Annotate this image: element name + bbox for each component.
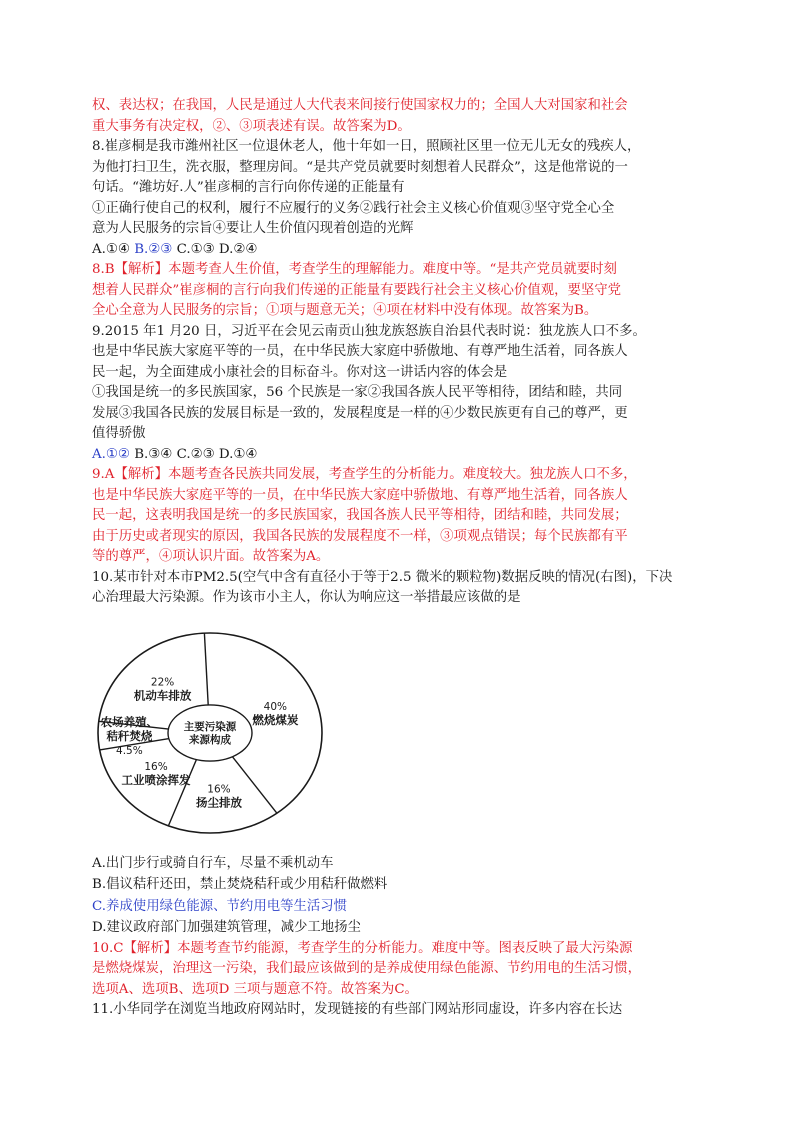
pie-slice-label: 燃烧煤炭 [252, 712, 299, 727]
question-8 [92, 137, 712, 322]
pie-slice-percent: 22% [150, 676, 175, 689]
pie-slice-percent: 16% [207, 782, 231, 795]
q9-analysis-line: 由于历史或者现实的原因，我国各民族的发展程度不一样，③项观点错误；每个民族都有平 [92, 528, 628, 544]
q8-option-c: C.①③ [176, 241, 215, 257]
q10-analysis-line: 选项A、选项B、选项D 三项与题意不符。故答案为C。 [92, 981, 418, 997]
q9-stem-line: 也是中华民族大家庭平等的一员，在中华民族大家庭中骄傲地、有尊严地生活着，同各族人 [92, 344, 628, 359]
pie-center-label: 来源构成 [189, 733, 231, 746]
q8-options [92, 240, 712, 261]
q8-option-a: A.①④ [92, 241, 130, 257]
q10-option-b: B.倡议秸秆还田，禁止焚烧秸秆或少用秸秆做燃料 [92, 877, 388, 892]
q9-options [92, 445, 712, 466]
q8-stem-line: 意为人民服务的宗旨④要让人生价值闪现着创造的光辉 [92, 221, 414, 236]
pollution-pie-chart [92, 629, 712, 841]
q10-option-c: C.养成使用绿色能源、节约用电等生活习惯 [92, 898, 348, 914]
q9-option-a: A.①② [92, 446, 130, 462]
pie-center-hub [168, 704, 252, 760]
q8-analysis-line: 想着人民群众”崔彦桐的言行向我们传递的正能量有要践行社会主义核心价值观，要坚守党 [92, 282, 622, 298]
pie-slice-label: 扬尘排放 [195, 794, 242, 809]
pie-slice-percent: 40% [263, 700, 288, 713]
q9-stem-line: 值得骄傲 [92, 426, 146, 441]
q8-option-b: B.②③ [134, 241, 173, 257]
q10-option-a: A.出门步行或骑自行车，尽量不乘机动车 [92, 855, 334, 871]
q10-analysis-line: 10.C【解析】本题考查节约能源，考查学生的分析能力。难度中等。图表反映了最大污染源 [92, 940, 633, 956]
q8-analysis-line: 全心全意为人民服务的宗旨；①项与题意无关；④项在材料中没有体现。故答案为B。 [92, 303, 598, 318]
q9-stem-line: 9.2015 年1 月20 日，习近平在会见云南贡山独龙族怒族自治县代表时说：独龙族人口不多。 [92, 323, 646, 339]
q10-stem-line: 10.某市针对本市PM2.5(空气中含有直径小于等于2.5 微米的颗粒物)数据反映的情况(右图)，下决 [92, 569, 673, 585]
pie-slice-label: 秸秆焚烧 [106, 728, 153, 743]
q9-analysis-line: 民一起，这表明我国是统一的多民族国家，我国各族人民平等相待，团结和睦，共同发展； [92, 508, 628, 523]
q9-option-b: B.③④ [134, 446, 173, 462]
q11-stem-line: 11.小华同学在浏览当地政府网站时，发现链接的有些部门网站形同虚设，许多内容在长达 [92, 1002, 623, 1017]
q10-option-d: D.建议政府部门加强建筑管理，减少工地扬尘 [92, 920, 361, 935]
q7-analysis-line: 权、表达权；在我国，人民是通过人大代表来间接行使国家权力的；全国人大对国家和社会 [92, 98, 628, 113]
q7-analysis-line: 重大事务有决定权，②、③项表述有误。故答案为D。 [92, 118, 411, 134]
q9-analysis-line: 也是中华民族大家庭平等的一员，在中华民族大家庭中骄傲地、有尊严地生活着，同各族人 [92, 487, 628, 503]
q8-stem-line: 8.崔彦桐是我市潍州社区一位退休老人，他十年如一日，照顾社区里一位无儿无女的残疾人， [92, 139, 641, 154]
pie-center-label: 主要污染源 [183, 720, 237, 733]
question-9 [92, 322, 712, 568]
pie-slice-label: 工业喷涂挥发 [121, 772, 191, 787]
q8-option-d: D.②④ [218, 241, 258, 257]
q9-option-d: D.①④ [218, 446, 258, 462]
pie-chart-svg [92, 629, 332, 841]
q10-stem-line: 心治理最大污染源。作为该市小主人，你认为响应这一举措最应该做的是 [92, 590, 521, 605]
q9-stem-line: ①我国是统一的多民族国家，56 个民族是一家②我国各族人民平等相待，团结和睦，共同 [92, 385, 623, 400]
pie-slice-percent: 16% [144, 760, 168, 773]
q9-analysis-line: 9.A【解析】本题考查各民族共同发展，考查学生的分析能力。难度较大。独龙族人口不多， [92, 467, 637, 482]
q10-analysis-line: 是燃烧煤炭，治理这一污染，我们最应该做到的是养成使用绿色能源、节约用电的生活习惯， [92, 961, 642, 976]
q9-stem-line: 民一起，为全面建成小康社会的目标奋斗。你对这一讲话内容的体会是 [92, 364, 508, 380]
q8-analysis-line: 8.B【解析】本题考查人生价值，考查学生的理解能力。难度中等。“是共产党员就要时刻 [92, 262, 617, 277]
question-11 [92, 1000, 712, 1021]
q8-stem-line: 为他打扫卫生，洗衣服，整理房间。“是共产党员就要时刻想着人民群众”，这是他常说的一 [92, 159, 628, 175]
q9-stem-line: 发展③我国各民族的发展目标是一致的，发展程度是一样的④少数民族更有自己的尊严，更 [92, 405, 628, 421]
question-10 [92, 568, 712, 1001]
pie-slice-label: 农场养殖、 [100, 714, 159, 729]
q8-stem-line: 句话。“潍坊好.人”崔彦桐的言行向你传递的正能量有 [92, 180, 405, 195]
q9-option-c: C.②③ [176, 446, 215, 462]
pie-slice-percent: 4.5% [116, 744, 143, 757]
document-page [92, 96, 712, 1021]
q8-stem-line: ①正确行使自己的权利，履行不应履行的义务②践行社会主义核心价值观③坚守党全心全 [92, 200, 615, 216]
q9-analysis-line: 等的尊严，④项认识片面。故答案为A。 [92, 549, 330, 564]
pie-slice-label: 机动车排放 [133, 688, 192, 703]
